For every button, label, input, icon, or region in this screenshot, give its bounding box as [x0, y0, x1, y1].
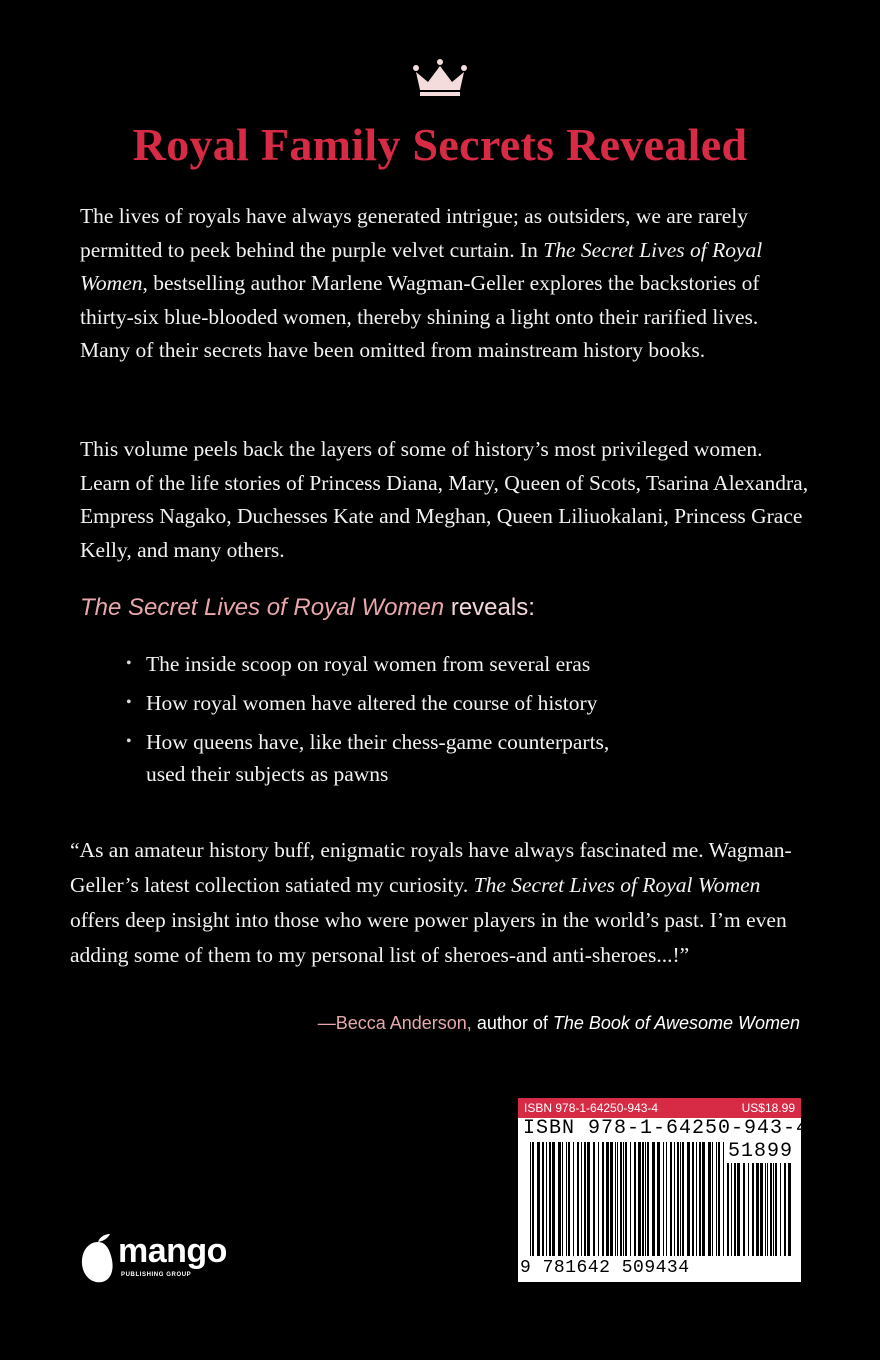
mango-icon — [78, 1232, 118, 1288]
attribution-name: —Becca Anderson, — [317, 1013, 472, 1033]
barcode-bar — [577, 1142, 579, 1256]
reveals-book-title: The Secret Lives of Royal Women — [80, 594, 445, 621]
endorsement-quote — [70, 833, 810, 973]
bullet-icon: • — [126, 733, 132, 750]
barcode-digits: 9 781642 509434 — [520, 1258, 690, 1278]
barcode-bar — [581, 1142, 582, 1256]
barcode-bar — [562, 1142, 563, 1256]
quote-book-title: The Secret Lives of Royal Women — [473, 873, 761, 897]
barcode-bar — [602, 1142, 604, 1256]
description-paragraph-2: This volume peels back the layers of some of history’s most privileged women. Learn of the life stories of Princess Diana, Mary, Queen of Scots, Tsarina Alexandra, Empress Nagako, Duchesses Kate and Meghan, Queen Liliuokalani, Princess Grace Kelly, and many others. — [80, 437, 809, 562]
barcode-bar — [723, 1142, 724, 1256]
publisher-subtitle: PUBLISHING GROUP — [121, 1272, 192, 1278]
book-title-italic: The Secret Lives of Royal Women — [80, 237, 763, 295]
barcode-bar — [625, 1142, 627, 1256]
description-text: , bestselling author Marlene Wagman-Geller explores the backstories of thirty-six blue-blooded women, thereby shining a light onto their rarified lives. Many of their secrets have been omitted from mainstream history books. — [80, 271, 760, 362]
barcode-bar — [530, 1142, 531, 1256]
barcode-header — [518, 1098, 801, 1118]
quote-text: “As an amateur history buff, enigmatic royals have always fascinated me. Wagman-Geller’s latest collection satiated my curiosity. — [70, 838, 792, 897]
attribution-text: author of — [471, 1013, 553, 1033]
bullet-icon: • — [126, 655, 132, 672]
barcode-bar — [647, 1142, 649, 1256]
barcode-bar — [532, 1142, 534, 1256]
barcode-bar — [708, 1142, 711, 1256]
list-item — [126, 726, 786, 790]
barcode-bar — [680, 1142, 681, 1256]
barcode-bar — [677, 1142, 679, 1256]
barcode-bar — [615, 1142, 616, 1256]
reveals-label: reveals: — [444, 594, 535, 621]
publisher-logo — [78, 1232, 248, 1288]
barcode-bar — [558, 1142, 561, 1256]
barcode-bar — [663, 1142, 664, 1256]
barcode-bar — [696, 1142, 697, 1256]
isbn-text: ISBN 978-1-64250-943-4 — [523, 1117, 810, 1140]
barcode-bar — [537, 1142, 540, 1256]
list-item-text: The inside scoop on royal women from several eras — [146, 652, 591, 676]
barcode-bar — [645, 1142, 646, 1256]
barcode-bar — [620, 1142, 622, 1256]
page-title: Royal Family Secrets Revealed — [132, 119, 748, 170]
bullet-icon: • — [126, 694, 132, 711]
quote-text: offers deep insight into those who were power players in the world’s past. I’m even adding some of them to my personal list of sheroes-and anti-sheroes...!” — [70, 908, 787, 967]
barcode-bar — [692, 1142, 694, 1256]
attribution-book-title: The Book of Awesome Women — [552, 1013, 800, 1033]
barcode-bar — [716, 1142, 717, 1256]
barcode-bar — [702, 1142, 705, 1256]
description-text: The lives of royals have always generated intrigue; as outsiders, we are rarely permitted to peek behind the purple velvet curtain. In — [80, 204, 749, 262]
publisher-name: mango — [118, 1232, 227, 1270]
barcode-bar — [666, 1142, 667, 1256]
barcode-bar — [549, 1142, 551, 1256]
barcode-bar — [598, 1142, 599, 1256]
barcode-bar — [610, 1142, 613, 1256]
barcode-bar — [634, 1142, 636, 1256]
isbn-label: ISBN 978-1-64250-943-4 — [524, 1101, 659, 1115]
barcode-bar — [687, 1142, 690, 1256]
crown-icon — [408, 58, 472, 98]
barcode-bar — [642, 1142, 644, 1256]
barcode-bar — [699, 1142, 701, 1256]
barcode-bar — [546, 1142, 547, 1256]
barcode-bar — [568, 1142, 570, 1256]
barcode-bar — [587, 1142, 590, 1256]
barcode-bar — [638, 1142, 641, 1256]
price-label: US$18.99 — [741, 1101, 795, 1115]
price-code: 51899 — [727, 1140, 793, 1163]
barcode-bar — [718, 1142, 720, 1256]
barcode-block — [518, 1098, 810, 1282]
barcode-bar — [682, 1142, 684, 1256]
barcode-bar — [552, 1142, 555, 1256]
barcode-bar — [584, 1142, 586, 1256]
barcode-bar — [542, 1142, 544, 1256]
barcode-bar — [674, 1142, 675, 1256]
barcode-bar — [573, 1142, 574, 1256]
barcode-bar — [670, 1142, 672, 1256]
barcode-bar — [606, 1142, 609, 1256]
barcode-bar — [657, 1142, 660, 1256]
quote-attribution — [318, 1013, 800, 1034]
description-paragraph-1 — [80, 200, 810, 368]
barcode-bar — [652, 1142, 655, 1256]
list-item — [126, 687, 786, 719]
list-item-text: How queens have, like their chess-game counterparts, — [146, 730, 610, 754]
list-item-text: How royal women have altered the course of history — [146, 691, 598, 715]
barcode-bar — [593, 1142, 595, 1256]
barcode-bar — [630, 1142, 631, 1256]
barcode-bar — [617, 1142, 618, 1256]
reveals-list — [126, 648, 786, 797]
reveals-heading — [80, 594, 535, 622]
list-item — [126, 648, 786, 680]
list-item-text-continued: used their subjects as pawns — [146, 762, 389, 786]
barcode-bar — [566, 1142, 567, 1256]
barcode-bar — [712, 1142, 713, 1256]
barcode-bar — [623, 1142, 624, 1256]
